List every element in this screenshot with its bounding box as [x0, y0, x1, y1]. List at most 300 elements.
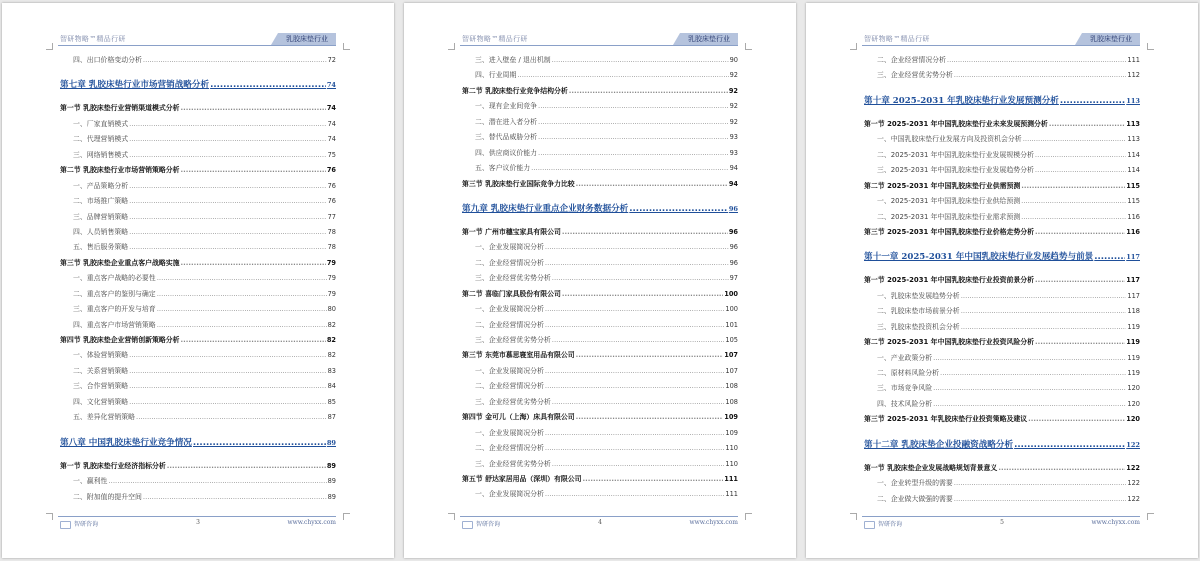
toc-entry-title: 第三节 2025-2031 年乳胶床垫行业投资策略及建议 [864, 415, 1028, 424]
toc-entry-title: 二、2025-2031 年中国乳胶床垫行业需求预测 [877, 212, 1021, 221]
toc-entry-title: 二、2025-2031 年中国乳胶床垫行业发展规模分析 [877, 150, 1034, 159]
toc-leader-dots [157, 318, 327, 333]
footer-rule [862, 516, 1140, 517]
toc-entry-title: 第三节 2025-2031 年中国乳胶床垫行业价格走势分析 [864, 227, 1035, 236]
toc-entry-page: 96 [728, 204, 738, 213]
toc-leader-dots [108, 474, 326, 489]
toc-entry-page: 117 [1126, 276, 1140, 285]
toc-leader-dots [545, 379, 725, 394]
toc-leader-dots [961, 320, 1127, 335]
toc-section-entry[interactable] [60, 163, 336, 178]
crop-mark [448, 43, 455, 50]
toc-item-entry[interactable] [864, 53, 1140, 68]
toc-item-entry[interactable] [60, 287, 336, 302]
toc-entry-page: 122 [1127, 479, 1140, 488]
header-brand: 智研物略™精品行研 [462, 35, 528, 43]
footer-site: www.chyxx.com [689, 519, 738, 526]
toc-item-entry[interactable] [864, 381, 1140, 396]
toc-item-entry[interactable] [60, 225, 336, 240]
toc-section-entry[interactable] [60, 459, 336, 474]
toc-entry-title: 第二节 乳胶床垫行业竞争结构分析 [462, 86, 568, 95]
toc-leader-dots [157, 302, 327, 317]
toc-leader-dots [1094, 247, 1125, 267]
toc-list [462, 53, 738, 503]
toc-entry-page: 87 [327, 413, 336, 422]
toc-entry-title: 四、供应商议价能力 [475, 148, 538, 157]
toc-leader-dots [181, 101, 326, 116]
toc-leader-dots [167, 459, 326, 474]
toc-section-entry[interactable] [60, 256, 336, 271]
toc-entry-title: 第一节 2025-2031 年中国乳胶床垫行业未来发展预测分析 [864, 119, 1048, 128]
toc-entry-page: 92 [729, 71, 738, 80]
toc-leader-dots [545, 240, 729, 255]
toc-entry-title: 第二节 喜临门家具股份有限公司 [462, 289, 561, 298]
toc-entry-title: 二、企业经营情况分析 [877, 56, 946, 64]
toc-item-entry[interactable] [60, 53, 336, 68]
toc-entry-page: 84 [327, 382, 336, 391]
toc-leader-dots [933, 351, 1126, 366]
toc-section-entry[interactable] [864, 225, 1140, 240]
toc-leader-dots [562, 287, 723, 302]
toc-chapter-entry[interactable] [462, 199, 738, 219]
toc-item-entry[interactable] [864, 351, 1140, 366]
toc-section-entry[interactable] [864, 117, 1140, 132]
toc-entry-title: 第二节 乳胶床垫行业市场营销策略分析 [60, 166, 180, 175]
toc-leader-dots [143, 53, 327, 68]
toc-chapter-entry[interactable] [864, 247, 1140, 267]
toc-entry-page: 92 [729, 102, 738, 111]
toc-item-entry[interactable] [462, 487, 738, 502]
toc-section-entry[interactable] [462, 177, 738, 192]
toc-entry-title: 第十二章 乳胶床垫企业投融资战略分析 [864, 439, 1014, 450]
toc-entry-page: 79 [327, 289, 336, 298]
toc-item-entry[interactable] [60, 271, 336, 286]
toc-item-entry[interactable] [864, 366, 1140, 381]
toc-leader-dots [181, 163, 326, 178]
toc-entry-page: 96 [729, 258, 738, 267]
toc-entry-title: 三、重点客户的开发与培育 [73, 305, 156, 314]
toc-entry-page: 117 [1127, 291, 1140, 300]
toc-entry-title: 四、人员销售策略 [73, 227, 129, 236]
toc-item-entry[interactable] [462, 302, 738, 317]
toc-entry-page: 107 [725, 366, 738, 375]
toc-chapter-entry[interactable] [60, 75, 336, 95]
toc-leader-dots [129, 240, 326, 255]
toc-entry-title: 第一节 乳胶床垫行业经济指标分析 [60, 461, 166, 470]
toc-section-entry[interactable] [462, 287, 738, 302]
toc-entry-page: 100 [725, 305, 738, 314]
toc-entry-page: 108 [725, 397, 738, 406]
toc-leader-dots [576, 348, 724, 363]
toc-leader-dots [545, 318, 725, 333]
toc-leader-dots [545, 302, 725, 317]
toc-entry-page: 82 [327, 320, 336, 329]
toc-entry-title: 三、企业经营优劣势分析 [475, 459, 551, 468]
toc-entry-page: 111 [724, 474, 738, 483]
toc-entry-page: 119 [1127, 353, 1140, 362]
page-number: 4 [598, 519, 602, 526]
toc-entry-page: 89 [327, 477, 336, 486]
toc-entry-title: 第三节 乳胶床垫企业重点客户战略实施 [60, 258, 180, 267]
toc-leader-dots [545, 256, 729, 271]
toc-entry-title: 第二节 2025-2031 年中国乳胶床垫行业投资风险分析 [864, 338, 1035, 347]
toc-entry-title: 三、企业经营优劣势分析 [475, 397, 551, 406]
toc-leader-dots [181, 333, 326, 348]
toc-item-entry[interactable] [60, 410, 336, 425]
toc-entry-page: 92 [729, 117, 738, 126]
toc-entry-title: 一、乳胶床垫发展趋势分析 [877, 291, 960, 300]
toc-item-entry[interactable] [60, 302, 336, 317]
footer-site: www.chyxx.com [1091, 519, 1140, 526]
toc-entry-page: 74 [326, 104, 336, 113]
toc-leader-dots [1035, 163, 1127, 178]
toc-item-entry[interactable] [60, 179, 336, 194]
toc-leader-dots [954, 68, 1127, 83]
toc-entry-page: 119 [1127, 369, 1140, 377]
toc-entry-title: 一、企业发展简况分析 [475, 305, 544, 314]
toc-entry-title: 五、客户议价能力 [475, 164, 531, 173]
toc-entry-title: 第九章 乳胶床垫行业重点企业财务数据分析 [462, 203, 629, 214]
toc-item-entry[interactable] [462, 161, 738, 176]
toc-item-entry[interactable] [864, 476, 1140, 491]
toc-entry-title: 一、赢利性 [73, 477, 108, 486]
toc-entry-page: 114 [1127, 150, 1140, 159]
toc-leader-dots [552, 395, 725, 410]
toc-entry-title: 一、产品策略分析 [73, 181, 129, 190]
toc-leader-dots [998, 461, 1125, 476]
toc-leader-dots [576, 410, 724, 425]
toc-item-entry[interactable] [462, 318, 738, 333]
toc-page-5 [806, 3, 1198, 558]
toc-entry-title: 一、厂家直销模式 [73, 119, 129, 128]
toc-section-entry[interactable] [60, 101, 336, 116]
toc-entry-page: 92 [728, 86, 738, 95]
toc-item-entry[interactable] [462, 146, 738, 161]
toc-entry-page: 115 [1126, 181, 1140, 190]
toc-entry-page: 116 [1126, 227, 1140, 236]
toc-entry-page: 78 [327, 243, 336, 252]
toc-entry-title: 三、网络销售模式 [73, 150, 129, 159]
toc-entry-title: 一、现有企业间竞争 [475, 102, 538, 111]
toc-item-entry[interactable] [462, 426, 738, 441]
toc-entry-page: 117 [1126, 253, 1140, 262]
toc-entry-page: 79 [326, 258, 336, 267]
toc-entry-page: 97 [729, 274, 738, 283]
toc-section-entry[interactable] [462, 225, 738, 240]
toc-leader-dots [157, 271, 327, 286]
toc-item-entry[interactable] [462, 395, 738, 410]
toc-section-entry[interactable] [462, 84, 738, 99]
toc-entry-page: 74 [326, 81, 336, 90]
toc-item-entry[interactable] [60, 379, 336, 394]
toc-leader-dots [193, 433, 326, 453]
toc-entry-page: 89 [326, 461, 336, 470]
toc-leader-dots [961, 289, 1127, 304]
toc-entry-title: 三、2025-2031 年中国乳胶床垫行业发展趋势分析 [877, 166, 1034, 175]
toc-item-entry[interactable] [462, 240, 738, 255]
toc-item-entry[interactable] [864, 132, 1140, 147]
toc-entry-title: 五、差异化营销策略 [73, 413, 136, 422]
toc-entry-title: 二、乳胶床垫市场前景分析 [877, 307, 960, 316]
toc-entry-title: 一、产业政策分析 [877, 353, 933, 362]
toc-leader-dots [538, 146, 729, 161]
toc-item-entry[interactable] [60, 240, 336, 255]
toc-entry-page: 90 [729, 56, 738, 64]
toc-item-entry[interactable] [60, 364, 336, 379]
toc-entry-page: 118 [1127, 307, 1140, 316]
toc-entry-title: 四、重点客户市场营销策略 [73, 320, 156, 329]
toc-item-entry[interactable] [60, 132, 336, 147]
toc-item-entry[interactable] [462, 441, 738, 456]
toc-item-entry[interactable] [864, 163, 1140, 178]
page-number: 3 [196, 519, 200, 526]
toc-entry-title: 四、出口价格变动分析 [73, 56, 142, 64]
toc-entry-page: 94 [729, 164, 738, 173]
toc-entry-title: 一、重点客户战略的必要性 [73, 274, 156, 283]
toc-section-entry[interactable] [864, 412, 1140, 427]
toc-entry-page: 74 [327, 135, 336, 144]
toc-leader-dots [538, 115, 729, 130]
toc-leader-dots [562, 225, 728, 240]
toc-item-entry[interactable] [864, 304, 1140, 319]
footer-site: www.chyxx.com [287, 519, 336, 526]
toc-section-entry[interactable] [864, 273, 1140, 288]
toc-leader-dots [210, 75, 326, 95]
toc-entry-page: 77 [327, 212, 336, 221]
toc-entry-page: 107 [724, 351, 738, 360]
toc-entry-page: 110 [725, 444, 738, 453]
toc-leader-dots [545, 487, 725, 502]
footer-brand-text: 智研咨询 [74, 521, 99, 528]
toc-section-entry[interactable] [462, 472, 738, 487]
toc-leader-dots [569, 84, 728, 99]
toc-entry-title: 一、企业发展简况分析 [475, 490, 544, 499]
toc-entry-page: 119 [1127, 322, 1140, 331]
toc-leader-dots [1035, 225, 1125, 240]
toc-entry-title: 四、行业周期 [475, 71, 517, 80]
toc-entry-title: 第三节 东莞市慕思寝室用品有限公司 [462, 351, 575, 360]
toc-leader-dots [954, 476, 1127, 491]
toc-entry-page: 94 [728, 179, 738, 188]
toc-entry-title: 一、企业发展简况分析 [475, 366, 544, 375]
toc-leader-dots [545, 364, 725, 379]
toc-entry-title: 二、重点客户的鉴别与确定 [73, 289, 156, 298]
toc-leader-dots [1035, 335, 1125, 350]
toc-entry-page: 122 [1127, 494, 1140, 503]
toc-entry-title: 三、替代品威胁分析 [475, 133, 538, 142]
toc-entry-title: 二、附加值的提升空间 [73, 492, 142, 501]
toc-page-4 [404, 3, 796, 558]
toc-entry-title: 二、原材料风险分析 [877, 369, 940, 377]
toc-entry-page: 93 [729, 148, 738, 157]
toc-entry-title: 第一节 乳胶床垫企业发展战略规划背景意义 [864, 463, 998, 472]
toc-entry-title: 第四节 金可儿（上海）床具有限公司 [462, 413, 575, 422]
toc-leader-dots [129, 225, 326, 240]
toc-leader-dots [545, 426, 725, 441]
toc-chapter-entry[interactable] [60, 433, 336, 453]
toc-entry-page: 111 [1127, 56, 1140, 64]
toc-item-entry[interactable] [462, 256, 738, 271]
toc-leader-dots [961, 304, 1127, 319]
toc-entry-title: 第一节 2025-2031 年中国乳胶床垫行业投资前景分析 [864, 276, 1035, 285]
toc-section-entry[interactable] [864, 461, 1140, 476]
toc-section-entry[interactable] [462, 348, 738, 363]
header-rule [460, 45, 738, 46]
toc-item-entry[interactable] [864, 194, 1140, 209]
toc-entry-title: 第八章 中国乳胶床垫行业竞争情况 [60, 437, 192, 448]
toc-item-entry[interactable] [462, 99, 738, 114]
toc-entry-page: 74 [327, 119, 336, 128]
toc-entry-title: 三、乳胶床垫投资机会分析 [877, 322, 960, 331]
toc-item-entry[interactable] [462, 68, 738, 83]
toc-entry-page: 120 [1127, 384, 1140, 393]
toc-item-entry[interactable] [462, 271, 738, 286]
crop-mark [343, 43, 350, 50]
toc-leader-dots [552, 457, 725, 472]
toc-entry-page: 79 [327, 274, 336, 283]
toc-section-entry[interactable] [864, 179, 1140, 194]
toc-item-entry[interactable] [462, 364, 738, 379]
toc-entry-page: 76 [327, 197, 336, 206]
toc-leader-dots [1035, 148, 1127, 163]
toc-item-entry[interactable] [60, 117, 336, 132]
footer-rule [460, 516, 738, 517]
toc-entry-page: 89 [327, 492, 336, 501]
toc-leader-dots [129, 364, 326, 379]
toc-entry-page: 108 [725, 382, 738, 391]
toc-entry-title: 三、品牌营销策略 [73, 212, 129, 221]
toc-item-entry[interactable] [864, 289, 1140, 304]
toc-item-entry[interactable] [864, 492, 1140, 507]
toc-leader-dots [552, 271, 729, 286]
toc-entry-title: 三、市场竞争风险 [877, 384, 933, 393]
toc-item-entry[interactable] [462, 333, 738, 348]
toc-item-entry[interactable] [462, 457, 738, 472]
toc-leader-dots [552, 53, 729, 68]
toc-item-entry[interactable] [462, 53, 738, 68]
toc-entry-title: 一、体验营销策略 [73, 351, 129, 360]
toc-chapter-entry[interactable] [864, 435, 1140, 455]
toc-entry-title: 第十章 2025-2031 年乳胶床垫行业发展预测分析 [864, 95, 1059, 106]
toc-entry-title: 三、企业经营优劣势分析 [475, 274, 551, 283]
toc-entry-page: 85 [327, 397, 336, 406]
toc-item-entry[interactable] [60, 148, 336, 163]
toc-entry-page: 76 [326, 166, 336, 175]
toc-leader-dots [538, 99, 729, 114]
toc-item-entry[interactable] [864, 68, 1140, 83]
toc-item-entry[interactable] [60, 474, 336, 489]
toc-entry-page: 96 [728, 227, 738, 236]
toc-leader-dots [545, 441, 725, 456]
toc-entry-title: 三、企业经营优劣势分析 [475, 336, 551, 344]
toc-item-entry[interactable] [462, 379, 738, 394]
toc-entry-page: 83 [327, 366, 336, 375]
toc-list [60, 53, 336, 505]
toc-entry-page: 116 [1127, 212, 1140, 221]
toc-leader-dots [129, 148, 326, 163]
toc-leader-dots [1014, 435, 1125, 455]
toc-entry-title: 一、中国乳胶床垫行业发展方向及投资机会分析 [877, 135, 1022, 144]
toc-item-entry[interactable] [864, 210, 1140, 225]
toc-leader-dots [181, 256, 326, 271]
toc-entry-page: 82 [326, 336, 336, 344]
toc-entry-title: 五、售后服务策略 [73, 243, 129, 252]
toc-page-3 [2, 3, 394, 558]
toc-section-entry[interactable] [60, 333, 336, 348]
toc-entry-page: 89 [326, 438, 336, 447]
toc-entry-page: 112 [1127, 71, 1140, 80]
crop-mark [745, 43, 752, 50]
toc-entry-title: 第四节 乳胶床垫企业营销创新策略分析 [60, 336, 180, 344]
toc-entry-title: 二、企业做大做强的需要 [877, 494, 953, 503]
toc-item-entry[interactable] [864, 148, 1140, 163]
toc-entry-title: 二、企业经营情况分析 [475, 258, 544, 267]
toc-leader-dots [1049, 117, 1125, 132]
toc-section-entry[interactable] [864, 335, 1140, 350]
toc-entry-page: 122 [1126, 463, 1140, 472]
toc-entry-page: 109 [724, 413, 738, 422]
toc-item-entry[interactable] [60, 490, 336, 505]
toc-leader-dots [947, 53, 1127, 68]
toc-entry-page: 72 [327, 56, 336, 64]
toc-entry-title: 二、企业经营情况分析 [475, 382, 544, 391]
toc-item-entry[interactable] [60, 348, 336, 363]
toc-leader-dots [143, 490, 327, 505]
toc-entry-title: 四、文化营销策略 [73, 397, 129, 406]
toc-entry-page: 93 [729, 133, 738, 142]
toc-item-entry[interactable] [864, 320, 1140, 335]
toc-leader-dots [129, 179, 326, 194]
toc-chapter-entry[interactable] [864, 91, 1140, 111]
toc-item-entry[interactable] [462, 130, 738, 145]
toc-entry-title: 一、企业转型升级的需要 [877, 479, 953, 488]
toc-item-entry[interactable] [462, 115, 738, 130]
page-number: 5 [1000, 519, 1004, 526]
toc-entry-page: 109 [725, 428, 738, 437]
toc-leader-dots [531, 161, 728, 176]
toc-leader-dots [933, 397, 1126, 412]
toc-entry-title: 二、潜在进入者分析 [475, 117, 538, 126]
toc-entry-page: 111 [725, 490, 738, 499]
toc-item-entry[interactable] [864, 397, 1140, 412]
toc-entry-title: 二、企业经营情况分析 [475, 444, 544, 453]
toc-entry-page: 76 [327, 181, 336, 190]
toc-item-entry[interactable] [60, 395, 336, 410]
toc-item-entry[interactable] [60, 318, 336, 333]
toc-entry-title: 一、2025-2031 年中国乳胶床垫行业供给预测 [877, 197, 1021, 206]
toc-entry-title: 三、进入壁垒 / 退出机制 [475, 56, 551, 64]
toc-section-entry[interactable] [462, 410, 738, 425]
toc-entry-page: 120 [1127, 399, 1140, 408]
toc-entry-title: 一、企业发展简况分析 [475, 243, 544, 252]
toc-entry-page: 113 [1127, 135, 1140, 144]
crop-mark [850, 43, 857, 50]
header-industry-tab: 乳胶床垫行业 [680, 33, 738, 45]
toc-entry-title: 第十一章 2025-2031 年中国乳胶床垫行业发展趋势与前景 [864, 252, 1094, 263]
toc-entry-page: 119 [1126, 338, 1140, 347]
toc-entry-page: 114 [1127, 166, 1140, 175]
footer-rule [58, 516, 336, 517]
toc-entry-page: 82 [327, 351, 336, 360]
toc-entry-page: 100 [724, 289, 738, 298]
header-rule [862, 45, 1140, 46]
toc-item-entry[interactable] [60, 194, 336, 209]
toc-entry-page: 110 [725, 459, 738, 468]
toc-leader-dots [1021, 179, 1125, 194]
crop-mark [46, 43, 53, 50]
toc-leader-dots [552, 333, 725, 348]
toc-item-entry[interactable] [60, 210, 336, 225]
